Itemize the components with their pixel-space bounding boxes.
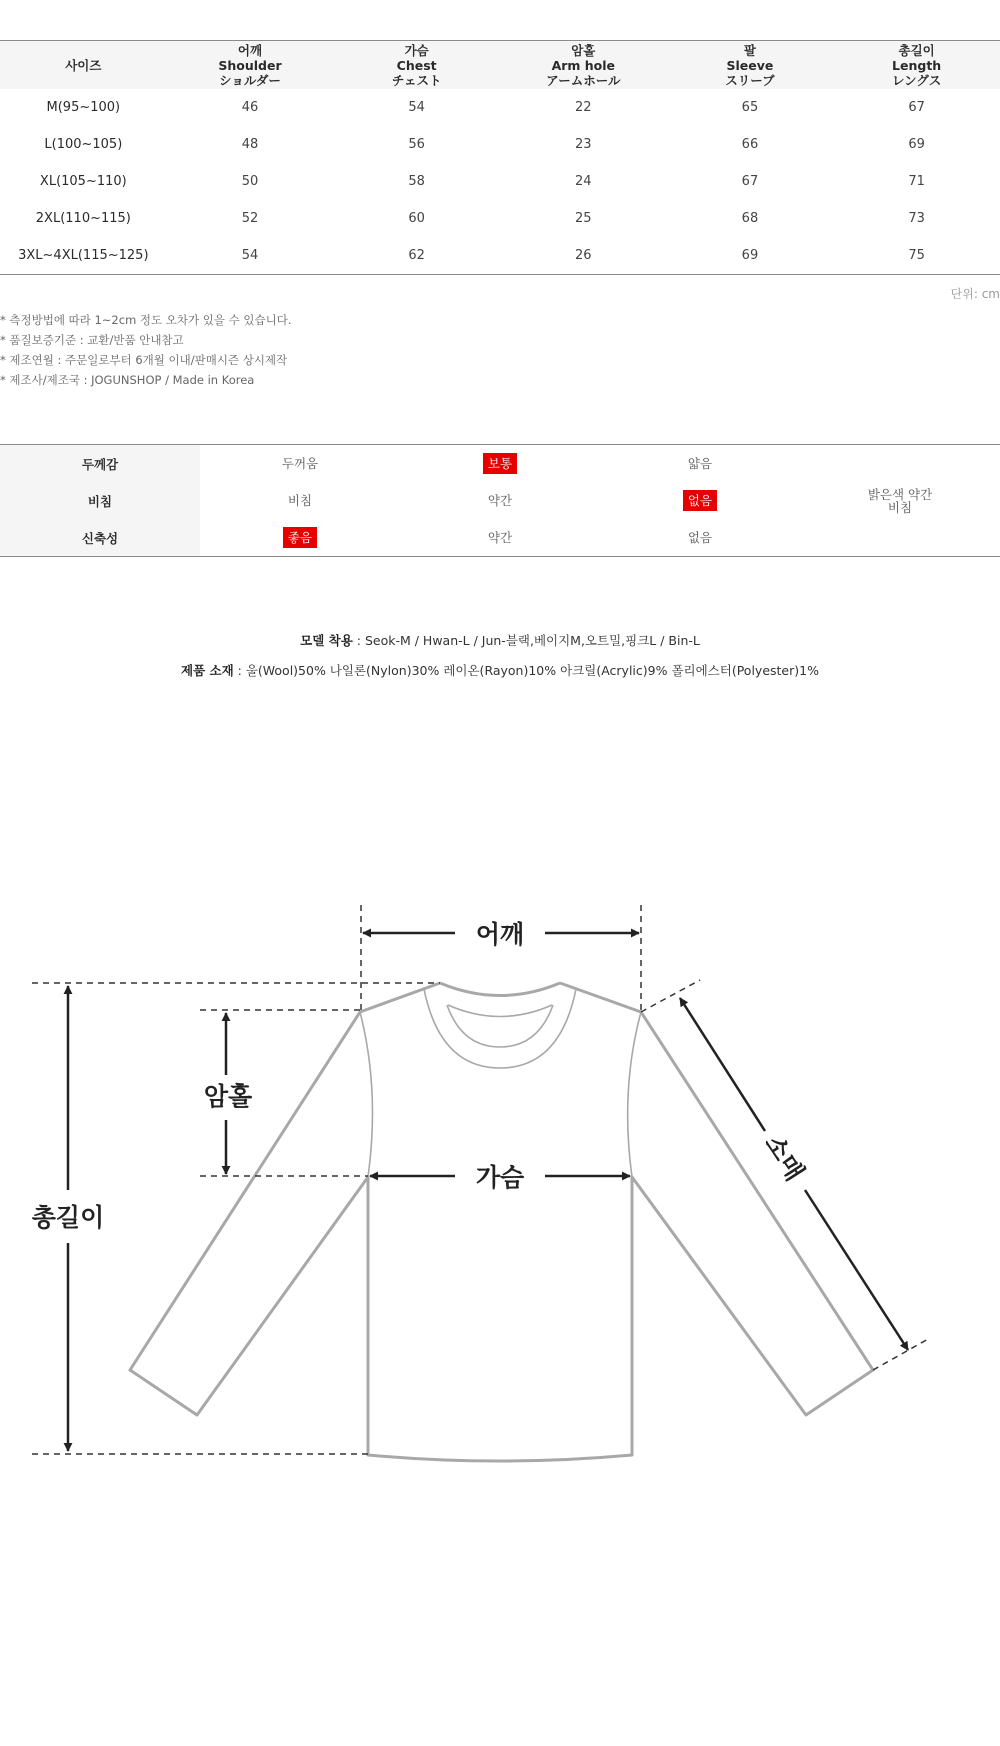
notes-list <box>0 310 292 390</box>
chest-label: 가슴 <box>475 1163 525 1192</box>
value-cell: 67 <box>741 174 759 189</box>
size-table <box>0 40 1000 275</box>
value-cell: 69 <box>667 237 834 275</box>
attribute-option-cell <box>400 482 600 519</box>
model-info-label: 모델 착용 <box>300 633 353 648</box>
attribute-option-cell <box>200 482 400 519</box>
header-length-ko: 총길이 <box>898 42 935 58</box>
value-cell: 50 <box>241 174 259 189</box>
attribute-option-cell <box>400 519 600 557</box>
value-cell: 58 <box>408 174 425 189</box>
table-row <box>0 237 1000 275</box>
sleeve-arrow-up <box>680 998 765 1131</box>
value-cell: 73 <box>908 211 925 226</box>
value-cell: 25 <box>575 211 592 226</box>
note-item: * 측정방법에 따라 1~2cm 정도 오차가 있을 수 있습니다. <box>0 313 292 327</box>
attribute-label: 신축성 <box>0 519 200 557</box>
value-cell: 67 <box>908 100 925 115</box>
value-cell: 54 <box>167 237 334 275</box>
header-sleeve-ko: 팔 <box>743 42 756 58</box>
header-size-ko: 사이즈 <box>65 57 102 73</box>
header-shoulder-en: Shoulder <box>218 57 282 73</box>
shoulder-label: 어깨 <box>475 920 525 949</box>
note-item: * 품질보증기준 : 교환/반품 안내참고 <box>0 333 184 347</box>
attribute-option-cell <box>600 482 800 519</box>
value-cell: 66 <box>741 137 759 152</box>
table-row <box>0 89 1000 126</box>
sweater-outline <box>130 983 873 1461</box>
header-sleeve-jp: スリーブ <box>725 72 775 88</box>
size-cell: M(95~100) <box>46 100 121 115</box>
attribute-option: 없음 <box>683 490 717 511</box>
header-sleeve-en: Sleeve <box>726 57 774 73</box>
note-item: * 제조사/제조국 : JOGUNSHOP / Made in Korea <box>0 373 255 387</box>
attribute-option: 좋음 <box>283 527 317 548</box>
size-cell: 3XL~4XL(115~125) <box>0 237 167 275</box>
header-armhole-en: Arm hole <box>551 57 616 73</box>
size-table-header <box>0 41 1000 90</box>
attribute-option: 약간 <box>487 530 513 545</box>
attribute-option: 두꺼움 <box>281 456 319 471</box>
model-info-value: : Seok-M / Hwan-L / Jun-블랙,베이지M,오트밀,핑크L / Bin-L <box>352 633 700 648</box>
header-length-jp: レングス <box>891 72 942 88</box>
attribute-option-cell <box>600 445 800 483</box>
header-length <box>833 41 1000 90</box>
unit-label: 단위: cm <box>950 287 1000 301</box>
size-cell: L(100~105) <box>44 137 123 152</box>
value-cell: 22 <box>575 100 592 115</box>
value-cell: 62 <box>333 237 500 275</box>
sweater-collar <box>360 989 641 1177</box>
header-armhole-ko: 암홀 <box>571 42 596 58</box>
measurement-diagram <box>0 880 1000 1480</box>
value-cell: 23 <box>575 137 592 152</box>
value-cell: 52 <box>241 211 259 226</box>
attribute-row-thickness <box>0 445 1000 483</box>
header-chest-en: Chest <box>396 57 437 73</box>
size-cell: XL(105~110) <box>39 174 127 189</box>
attribute-note <box>800 445 1000 557</box>
value-cell: 68 <box>741 211 759 226</box>
attribute-option: 비침 <box>287 493 313 508</box>
material-info-label: 제품 소재 <box>181 663 234 678</box>
header-size <box>0 41 167 90</box>
attribute-label: 비침 <box>0 482 200 519</box>
measurement-arrows <box>68 933 908 1451</box>
header-armhole <box>500 41 667 90</box>
attribute-label: 두께감 <box>0 445 200 483</box>
header-shoulder-jp: ショルダー <box>219 72 281 88</box>
table-row <box>0 200 1000 237</box>
header-shoulder-ko: 어깨 <box>237 42 263 58</box>
value-cell: 46 <box>241 100 259 115</box>
attribute-option: 약간 <box>487 493 513 508</box>
note-item: * 제조연월 : 주문일로부터 6개월 이내/판매시즌 상시제작 <box>0 353 288 367</box>
value-cell: 69 <box>908 137 925 152</box>
attribute-option-cell <box>600 519 800 557</box>
value-cell: 56 <box>408 137 425 152</box>
header-chest-jp: チェスト <box>391 72 442 88</box>
value-cell: 24 <box>575 174 592 189</box>
attribute-option: 보통 <box>483 453 517 474</box>
value-cell: 75 <box>833 237 1000 275</box>
header-sleeve <box>667 41 834 90</box>
attribute-option-cell <box>400 445 600 483</box>
value-cell: 71 <box>908 174 925 189</box>
attribute-option: 없음 <box>687 530 713 545</box>
value-cell: 48 <box>241 137 259 152</box>
table-row <box>0 126 1000 163</box>
value-cell: 26 <box>500 237 667 275</box>
length-label: 총길이 <box>31 1203 105 1232</box>
attribute-option-cell <box>200 445 400 483</box>
value-cell: 60 <box>408 211 425 226</box>
armhole-label: 암홀 <box>203 1082 253 1111</box>
sleeve-label: 소매 <box>759 1129 810 1186</box>
table-row <box>0 163 1000 200</box>
header-armhole-jp: アームホール <box>546 72 621 88</box>
header-chest-ko: 가슴 <box>404 42 429 58</box>
attribute-table <box>0 444 1000 557</box>
header-chest <box>333 41 500 90</box>
attribute-option: 얇음 <box>687 456 713 471</box>
sleeve-arrow-down <box>805 1190 908 1350</box>
attribute-option-cell <box>200 519 400 557</box>
attribute-note-text: 밝은색 약간 비침 <box>867 486 933 515</box>
size-cell: 2XL(110~115) <box>35 211 131 226</box>
value-cell: 54 <box>408 100 425 115</box>
value-cell: 65 <box>741 100 759 115</box>
model-info <box>0 631 1000 649</box>
header-length-en: Length <box>892 57 942 73</box>
header-shoulder <box>167 41 334 90</box>
material-info <box>0 661 1000 679</box>
material-info-value: : 울(Wool)50% 나일론(Nylon)30% 레이온(Rayon)10% 아크릴(Acrylic)9% 폴리에스터(Polyester)1% <box>233 663 819 678</box>
